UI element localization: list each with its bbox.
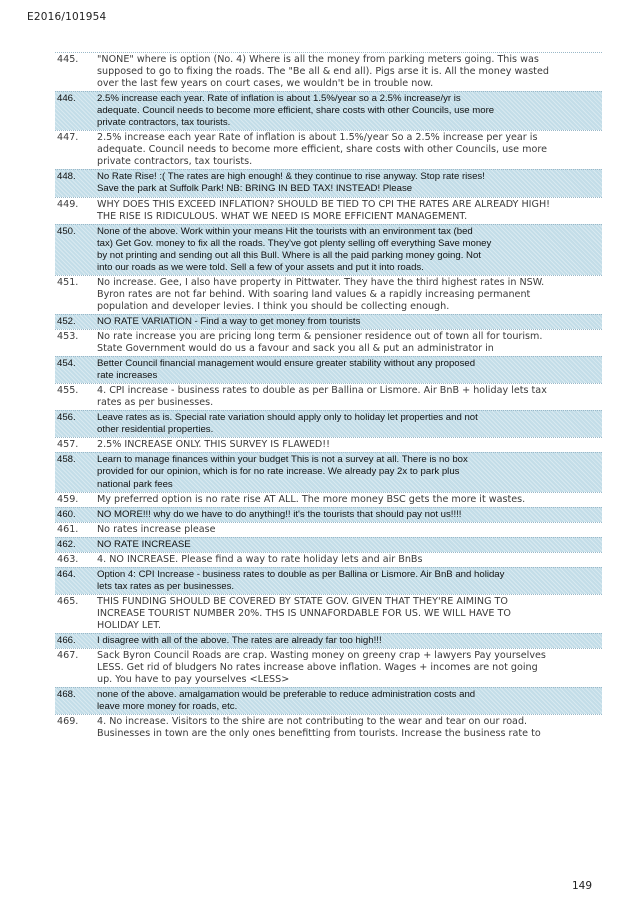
comment-row	[55, 275, 602, 314]
comment-row	[55, 594, 602, 633]
comment-number: 461.	[57, 523, 79, 535]
comment-row	[55, 552, 602, 567]
comment-text: Better Council financial management would ensure greater stability without any proposed rate increases	[97, 358, 476, 382]
comment-number: 446.	[57, 93, 76, 105]
comment-text: 4. NO INCREASE. Please find a way to rate holiday lets and air BnBs	[97, 553, 423, 565]
comment-row	[55, 492, 602, 507]
comment-row	[55, 169, 602, 196]
comment-text: No increase. Gee, I also have property in Pittwater. They have the third highest rates in NSW. Byron rates are not far behind. With soaring land values & a rapidly increasing permanent population and developer levies. I think you should be collecting enough.	[97, 276, 545, 312]
comment-row	[55, 91, 602, 130]
comment-text: No rate increase you are pricing long term & pensioner residence out of town all for tourism. State Government would do us a favour and sack you all & put an administrator in	[97, 330, 543, 355]
comment-text: Sack Byron Council Roads are crap. Wasting money on greeny crap + lawyers Pay yourselves LESS. Get rid of bludgers No rates increase above inflation. Wages + incomes are not going up. You have to pay yourselves <LESS>	[97, 650, 546, 686]
comment-number: 465.	[57, 595, 79, 607]
comment-number: 451.	[57, 276, 79, 288]
comment-text: 4. CPI increase - business rates to double as per Ballina or Lismore. Air BnB + holiday lets tax rates as per businesses.	[97, 385, 547, 409]
comment-row	[55, 537, 602, 552]
comment-row	[55, 648, 602, 687]
comment-number: 452.	[57, 315, 76, 327]
comment-list	[55, 52, 602, 741]
comment-number: 457.	[57, 439, 79, 451]
comment-number: 456.	[57, 412, 76, 424]
comment-text: 2.5% INCREASE ONLY. THIS SURVEY IS FLAWED!!	[97, 439, 330, 451]
comment-text: none of the above. amalgamation would be preferable to reduce administration costs and leave more money for roads, etc.	[97, 689, 476, 713]
comment-text: 4. No increase. Visitors to the shire are not contributing to the wear and tear on our road. Businesses in town are the only ones benefitting from tourists. Increase the business rate to	[97, 716, 541, 740]
comment-text: 2.5% increase each year. Rate of inflation is about 1.5%/year so a 2.5% increase/yr is adequate. Council needs to become more efficient, share costs with other Councils, use more private contractors, tax tourists.	[97, 93, 495, 129]
comment-text: Leave rates as is. Special rate variation should apply only to holiday let properties and not other residential properties.	[97, 412, 478, 436]
comment-row	[55, 522, 602, 537]
comment-row	[55, 687, 602, 714]
comment-number: 467.	[57, 650, 79, 662]
comment-text: WHY DOES THIS EXCEED INFLATION? SHOULD BE TIED TO CPI THE RATES ARE ALREADY HIGH! THE RISE IS RIDICULOUS. WHAT WE NEED IS MORE EFFICIENT MANAGEMENT.	[97, 198, 551, 222]
comment-row	[55, 383, 602, 410]
comment-number: 447.	[57, 132, 79, 144]
comment-row	[55, 410, 602, 437]
comment-row	[55, 437, 602, 452]
comment-number: 445.	[57, 54, 79, 65]
comment-row	[55, 130, 602, 169]
comment-text: 2.5% increase each year Rate of inflation is about 1.5%/year So a 2.5% increase per year is adequate. Council needs to become more efficient, share costs with other Councils, use more private contractors, tax tourists.	[97, 132, 547, 168]
comment-row	[55, 452, 602, 491]
comment-text: I disagree with all of the above. The rates are already far too high!!!	[97, 635, 382, 647]
comment-number: 449.	[57, 198, 79, 210]
comment-number: 468.	[57, 689, 76, 701]
comment-row	[55, 314, 602, 329]
comment-number: 455.	[57, 385, 79, 397]
comment-number: 460.	[57, 508, 76, 520]
comment-row	[55, 567, 602, 594]
comment-number: 469.	[57, 716, 79, 728]
comment-text: None of the above. Work within your means Hit the tourists with an environment tax (bed tax) Get Gov. money to fix all the roads. They've got plenty selling off everything Save money by not printing and sending out all this Bull. Where is all the paid parking money going. Not into our roads as we were told. Sell a few of your assets and put it into roads.	[97, 225, 492, 273]
comment-number: 448.	[57, 171, 76, 183]
document-id: E2016/101954	[27, 11, 107, 23]
comment-row	[55, 507, 602, 522]
comment-row	[55, 356, 602, 383]
comment-text: NO MORE!!! why do we have to do anything!! it's the tourists that should pay not us!!!!	[97, 508, 462, 520]
comment-number: 462.	[57, 538, 76, 550]
comment-number: 463.	[57, 553, 79, 565]
comment-number: 453.	[57, 330, 79, 342]
page-number: 149	[572, 880, 593, 892]
comment-text: NO RATE INCREASE	[97, 538, 191, 550]
comment-row	[55, 633, 602, 648]
comment-text: My preferred option is no rate rise AT ALL. The more money BSC gets the more it wastes.	[97, 493, 526, 505]
comment-text: NO RATE VARIATION - Find a way to get money from tourists	[97, 315, 361, 327]
comment-text: THIS FUNDING SHOULD BE COVERED BY STATE GOV. GIVEN THAT THEY'RE AIMING TO INCREASE TOURIST NUMBER 20%. THS IS UNNAFORDABLE FOR US. WE WILL HAVE TO HOLIDAY LET.	[97, 595, 511, 631]
comment-number: 458.	[57, 454, 76, 466]
comment-number: 459.	[57, 493, 79, 505]
comment-row	[55, 714, 602, 741]
comment-number: 464.	[57, 568, 76, 580]
comment-row	[55, 224, 602, 275]
comment-number: 454.	[57, 358, 76, 370]
comment-text: "NONE" where is option (No. 4) Where is all the money from parking meters going. This was supposed to go to fixing the roads. The "Be all & end all). Pigs arse it is. All the money wasted over the last few years on court cases, we wouldn't be in trouble now.	[97, 54, 549, 90]
comment-number: 466.	[57, 635, 76, 647]
comment-row	[55, 197, 602, 224]
comment-text: No rates increase please	[97, 523, 216, 535]
comment-text: No Rate Rise! :( The rates are high enough! & they continue to rise anyway. Stop rate rises! Save the park at Suffolk Park! NB: BRING IN BED TAX! INSTEAD! Please	[97, 171, 485, 195]
comment-number: 450.	[57, 225, 76, 237]
comment-text: Learn to manage finances within your budget This is not a survey at all. There is no box provided for our opinion, which is for no rate increase. We already pay 2x to park plus national park fees	[97, 454, 468, 490]
comment-text: Option 4: CPI Increase - business rates to double as per Ballina or Lismore. Air BnB and holiday lets tax rates as per businesses.	[97, 568, 505, 592]
comment-row	[55, 329, 602, 356]
comment-row	[55, 52, 602, 91]
